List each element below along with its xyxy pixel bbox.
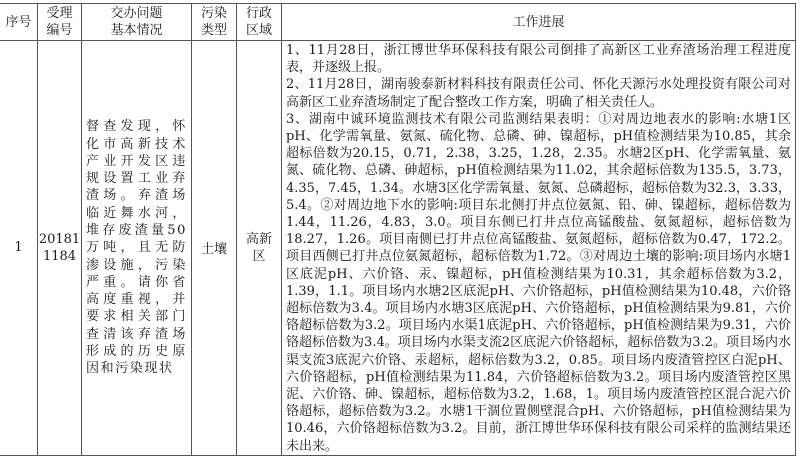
case-no-part: 1184: [42, 248, 77, 264]
cell-index: 1: [0, 41, 38, 456]
progress-table: [0, 3, 796, 456]
cell-issue: 督查发现，怀化市高新技术产业开发区违规设置工业弃渣场。弃渣场临近舞水河，堆存废渣量50万吨，且无防渗设施，污染严重。请你省高度重视，并要求相关部门查清该弃渣场形成的历史原因和污染现状: [82, 41, 192, 456]
header-text: 受理: [46, 6, 73, 21]
cell-case-no: [38, 41, 82, 456]
case-no-part: 20181: [38, 231, 81, 247]
header-text: 行政: [245, 6, 272, 21]
header-text: 基本情况: [110, 23, 163, 38]
region-part: 区: [252, 248, 266, 264]
header-text: 污染: [200, 6, 227, 21]
progress-item-1: 1、11月28日，浙江博世华环保科技有限公司倒排了高新区工业弃渣场治理工程进度表，并逐级上报。: [286, 43, 791, 76]
header-issue: [82, 4, 192, 41]
header-case-no: [38, 4, 82, 41]
header-text: 序号: [5, 14, 32, 30]
table-header-row: [0, 4, 796, 41]
header-progress: [282, 4, 796, 41]
header-pollution-type: [192, 4, 237, 41]
region-part: 高新: [245, 231, 272, 247]
header-text: 区域: [245, 23, 272, 38]
cell-progress: [282, 41, 796, 456]
progress-item-2: 2、11月28日，湖南骏泰新材料科技有限责任公司、怀化天源污水处理投资有限公司对高新区工业弃渣场制定了配合整改工作方案，明确了相关责任人。: [286, 77, 791, 110]
header-index: [0, 4, 38, 41]
header-text: 交办问题: [110, 6, 163, 21]
header-text: 工作进展: [512, 14, 565, 30]
cell-pollution-type: 土壤: [192, 41, 237, 456]
progress-item-3: 3、湖南中诚环境监测技术有限公司监测结果表明：①对周边地表水的影响:水塘1区pH、化学需氧量、氨氮、硫化物、总磷、砷、镍超标，pH值检测结果为10.85，其余超标倍数为20.15，0.71，2.38，3.25，1.28，2.35。水塘2区pH、化学需氧量、氨氮、硫化物、总磷、砷超标，pH值检测结果为11.02，其余超标倍数为135.5，3.73，4.35，7.45，1.34。水塘3区化学需氧量、氨氮、总磷超标，超标倍数为32.3，3.33，5.4。②对周边地下水的影响:项目东北侧打井点位氨氮、铅、砷、镍超标，超标倍数为1.44，11.26，4.83，3.0。项目东侧已打井点位高锰酸盐、氨氮超标，超标倍数为18.27，1.26。项目南侧已打井点位高锰酸盐、氨氮超标，超标倍数为0.47，172.2。项目西侧已打井点位氨氮超标，超标倍数为1.72。③对周边土壤的影响:项目场内水塘1区底泥pH、六价铬、汞、镍超标，pH值检测结果为10.31，其余超标倍数为3.2，1.39，1.1。项目场内水塘2区底泥pH、六价铬超标，pH值检测结果为10.48，六价铬超标倍数为3.4。项目场内水塘3区底泥pH、六价铬超标，pH值检测结果为9.81，六价铬超标倍数为3.2。项目场内水渠1底泥pH、六价铬超标，pH值检测结果为9.31，六价铬超标倍数为3.4。项目场内水渠支流2区底泥六价铬超标，超标倍数为3.2。项目场内水渠支流3底泥六价铬、汞超标，超标倍数为3.2，0.85。项目场内废渣管控区白泥pH、六价铬超标，pH值检测结果为11.84，六价铬超标倍数为3.2。项目场内废渣管控区黑泥、六价铬、砷、镍超标，超标倍数为3.2，1.68，1。项目场内废渣管控区混合泥六价铬超标，超标倍数为3.2。水塘1干涸位置侧壁混合pH、六价铬超标，pH值检测结果为10.46，六价铬超标倍数为3.2。目前，浙江博世华环保科技有限公司采样的监测结果还未出来。: [286, 111, 791, 454]
table-row: [0, 41, 796, 456]
cell-region: [237, 41, 282, 456]
header-text: 类型: [200, 23, 227, 38]
header-region: [237, 4, 282, 41]
header-text: 编号: [46, 23, 73, 38]
